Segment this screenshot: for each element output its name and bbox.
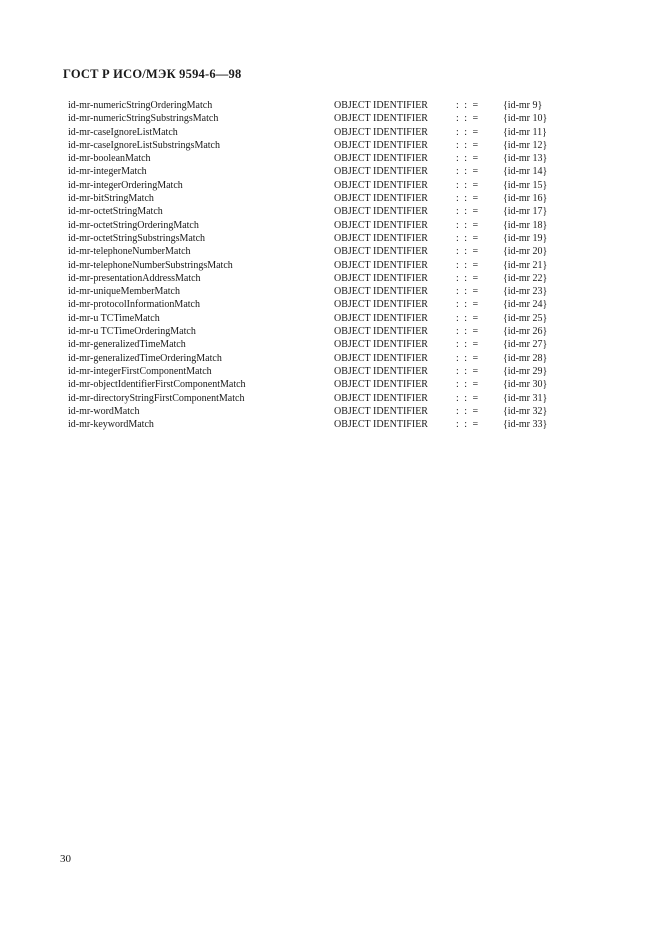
- definition-name: id-mr-caseIgnoreListSubstringsMatch: [68, 139, 220, 151]
- definition-name: id-mr-protocolInformationMatch: [68, 299, 200, 311]
- definition-name: id-mr-telephoneNumberMatch: [68, 246, 191, 258]
- definition-name: id-mr-u TCTimeOrderingMatch: [68, 326, 196, 338]
- definition-row: [68, 392, 568, 405]
- definition-assign: : : =: [456, 113, 480, 125]
- definition-value: {id-mr 13}: [503, 153, 548, 165]
- definition-assign: : : =: [456, 352, 480, 364]
- definition-assign: : : =: [456, 326, 480, 338]
- definition-type: OBJECT IDENTIFIER: [334, 219, 428, 231]
- definition-value: {id-mr 31}: [503, 392, 548, 404]
- definition-value: {id-mr 15}: [503, 179, 548, 191]
- definition-type: OBJECT IDENTIFIER: [334, 126, 428, 138]
- definition-assign: : : =: [456, 259, 480, 271]
- definition-value: {id-mr 32}: [503, 405, 548, 417]
- definition-assign: : : =: [456, 166, 480, 178]
- definition-type: OBJECT IDENTIFIER: [334, 166, 428, 178]
- definition-name: id-mr-generalizedTimeOrderingMatch: [68, 352, 222, 364]
- definition-value: {id-mr 12}: [503, 139, 548, 151]
- definition-type: OBJECT IDENTIFIER: [334, 100, 428, 111]
- definition-value: {id-mr 30}: [503, 379, 548, 391]
- definition-name: id-mr-bitStringMatch: [68, 193, 154, 205]
- definition-value: {id-mr 10}: [503, 113, 548, 125]
- definition-assign: : : =: [456, 286, 480, 298]
- definition-type: OBJECT IDENTIFIER: [334, 312, 428, 324]
- definition-type: OBJECT IDENTIFIER: [334, 392, 428, 404]
- definition-name: id-mr-octetStringSubstringsMatch: [68, 232, 206, 244]
- definition-type: OBJECT IDENTIFIER: [334, 259, 428, 271]
- definition-assign: : : =: [456, 392, 480, 404]
- definition-row: [68, 352, 568, 365]
- definition-row: [68, 405, 568, 418]
- definition-row: [68, 99, 568, 112]
- definition-value: {id-mr 20}: [503, 246, 548, 258]
- definition-type: OBJECT IDENTIFIER: [334, 179, 428, 191]
- definition-value: {id-mr 29}: [503, 365, 548, 377]
- definition-assign: : : =: [456, 193, 480, 205]
- definition-value: {id-mr 11}: [503, 126, 547, 138]
- definition-assign: : : =: [456, 179, 480, 191]
- definition-name: id-mr-wordMatch: [68, 405, 140, 417]
- definition-value: {id-mr 21}: [503, 259, 548, 271]
- definition-type: OBJECT IDENTIFIER: [334, 193, 428, 205]
- definition-type: OBJECT IDENTIFIER: [334, 419, 428, 431]
- definition-value: {id-mr 23}: [503, 286, 548, 298]
- definition-type: OBJECT IDENTIFIER: [334, 405, 428, 417]
- page-number: 30: [60, 853, 71, 865]
- definition-value: {id-mr 18}: [503, 219, 548, 231]
- definition-type: OBJECT IDENTIFIER: [334, 352, 428, 364]
- definition-value: {id-mr 24}: [503, 299, 548, 311]
- definition-assign: : : =: [456, 219, 480, 231]
- definition-row: [68, 418, 568, 431]
- definition-row: [68, 205, 568, 218]
- definition-type: OBJECT IDENTIFIER: [334, 365, 428, 377]
- definition-row: [68, 312, 568, 325]
- definition-assign: : : =: [456, 153, 480, 165]
- definition-row: [68, 365, 568, 378]
- definition-type: OBJECT IDENTIFIER: [334, 246, 428, 258]
- definition-assign: : : =: [456, 206, 480, 218]
- definition-name: id-mr-booleanMatch: [68, 153, 151, 165]
- definition-row: [68, 165, 568, 178]
- definition-assign: : : =: [456, 365, 480, 377]
- definition-assign: : : =: [456, 339, 480, 351]
- definition-name: id-mr-keywordMatch: [68, 419, 154, 431]
- definition-type: OBJECT IDENTIFIER: [334, 299, 428, 311]
- definition-assign: : : =: [456, 272, 480, 284]
- definition-assign: : : =: [456, 100, 480, 111]
- definition-assign: : : =: [456, 232, 480, 244]
- definition-type: OBJECT IDENTIFIER: [334, 339, 428, 351]
- definition-name: id-mr-presentationAddressMatch: [68, 272, 201, 284]
- definition-row: [68, 179, 568, 192]
- definition-row: [68, 259, 568, 272]
- definition-row: [68, 126, 568, 139]
- document-header: ГОСТ Р ИСО/МЭК 9594-6—98: [63, 67, 242, 81]
- definition-name: id-mr-integerOrderingMatch: [68, 179, 183, 191]
- definition-value: {id-mr 22}: [503, 272, 548, 284]
- definition-type: OBJECT IDENTIFIER: [334, 232, 428, 244]
- definition-value: {id-mr 33}: [503, 419, 548, 431]
- definition-value: {id-mr 27}: [503, 339, 548, 351]
- definition-type: OBJECT IDENTIFIER: [334, 206, 428, 218]
- definition-row: [68, 338, 568, 351]
- definition-row: [68, 232, 568, 245]
- definition-row: [68, 378, 568, 391]
- definition-row: [68, 298, 568, 311]
- definition-name: id-mr-caseIgnoreListMatch: [68, 126, 178, 138]
- definition-row: [68, 112, 568, 125]
- definition-type: OBJECT IDENTIFIER: [334, 139, 428, 151]
- definition-name: id-mr-uniqueMemberMatch: [68, 286, 180, 298]
- definition-name: id-mr-directoryStringFirstComponentMatch: [68, 392, 245, 404]
- definition-row: [68, 325, 568, 338]
- definition-type: OBJECT IDENTIFIER: [334, 153, 428, 165]
- definition-value: {id-mr 19}: [503, 232, 548, 244]
- definition-value: {id-mr 28}: [503, 352, 548, 364]
- definition-name: id-mr-octetStringOrderingMatch: [68, 219, 199, 231]
- definition-name: id-mr-integerMatch: [68, 166, 147, 178]
- definition-type: OBJECT IDENTIFIER: [334, 326, 428, 338]
- definition-row: [68, 192, 568, 205]
- definition-assign: : : =: [456, 312, 480, 324]
- definition-row: [68, 285, 568, 298]
- definition-row: [68, 245, 568, 258]
- definition-type: OBJECT IDENTIFIER: [334, 286, 428, 298]
- definition-name: id-mr-u TCTimeMatch: [68, 312, 160, 324]
- definition-list: [68, 99, 568, 431]
- definition-name: id-mr-telephoneNumberSubstringsMatch: [68, 259, 233, 271]
- definition-row: [68, 219, 568, 232]
- definition-type: OBJECT IDENTIFIER: [334, 113, 428, 125]
- definition-value: {id-mr 16}: [503, 193, 548, 205]
- definition-assign: : : =: [456, 299, 480, 311]
- definition-row: [68, 272, 568, 285]
- definition-name: id-mr-numericStringOrderingMatch: [68, 100, 213, 111]
- definition-value: {id-mr 17}: [503, 206, 548, 218]
- definition-type: OBJECT IDENTIFIER: [334, 379, 428, 391]
- definition-value: {id-mr 25}: [503, 312, 548, 324]
- definition-assign: : : =: [456, 379, 480, 391]
- definition-row: [68, 139, 568, 152]
- definition-assign: : : =: [456, 405, 480, 417]
- definition-value: {id-mr 14}: [503, 166, 548, 178]
- definition-assign: : : =: [456, 126, 480, 138]
- definition-assign: : : =: [456, 246, 480, 258]
- definition-assign: : : =: [456, 139, 480, 151]
- definition-row: [68, 152, 568, 165]
- definition-name: id-mr-integerFirstComponentMatch: [68, 365, 212, 377]
- definition-name: id-mr-objectIdentifierFirstComponentMatch: [68, 379, 246, 391]
- definition-assign: : : =: [456, 419, 480, 431]
- definition-value: {id-mr 9}: [503, 100, 543, 111]
- definition-name: id-mr-numericStringSubstringsMatch: [68, 113, 219, 125]
- definition-value: {id-mr 26}: [503, 326, 548, 338]
- definition-type: OBJECT IDENTIFIER: [334, 272, 428, 284]
- definition-name: id-mr-octetStringMatch: [68, 206, 163, 218]
- definition-name: id-mr-generalizedTimeMatch: [68, 339, 186, 351]
